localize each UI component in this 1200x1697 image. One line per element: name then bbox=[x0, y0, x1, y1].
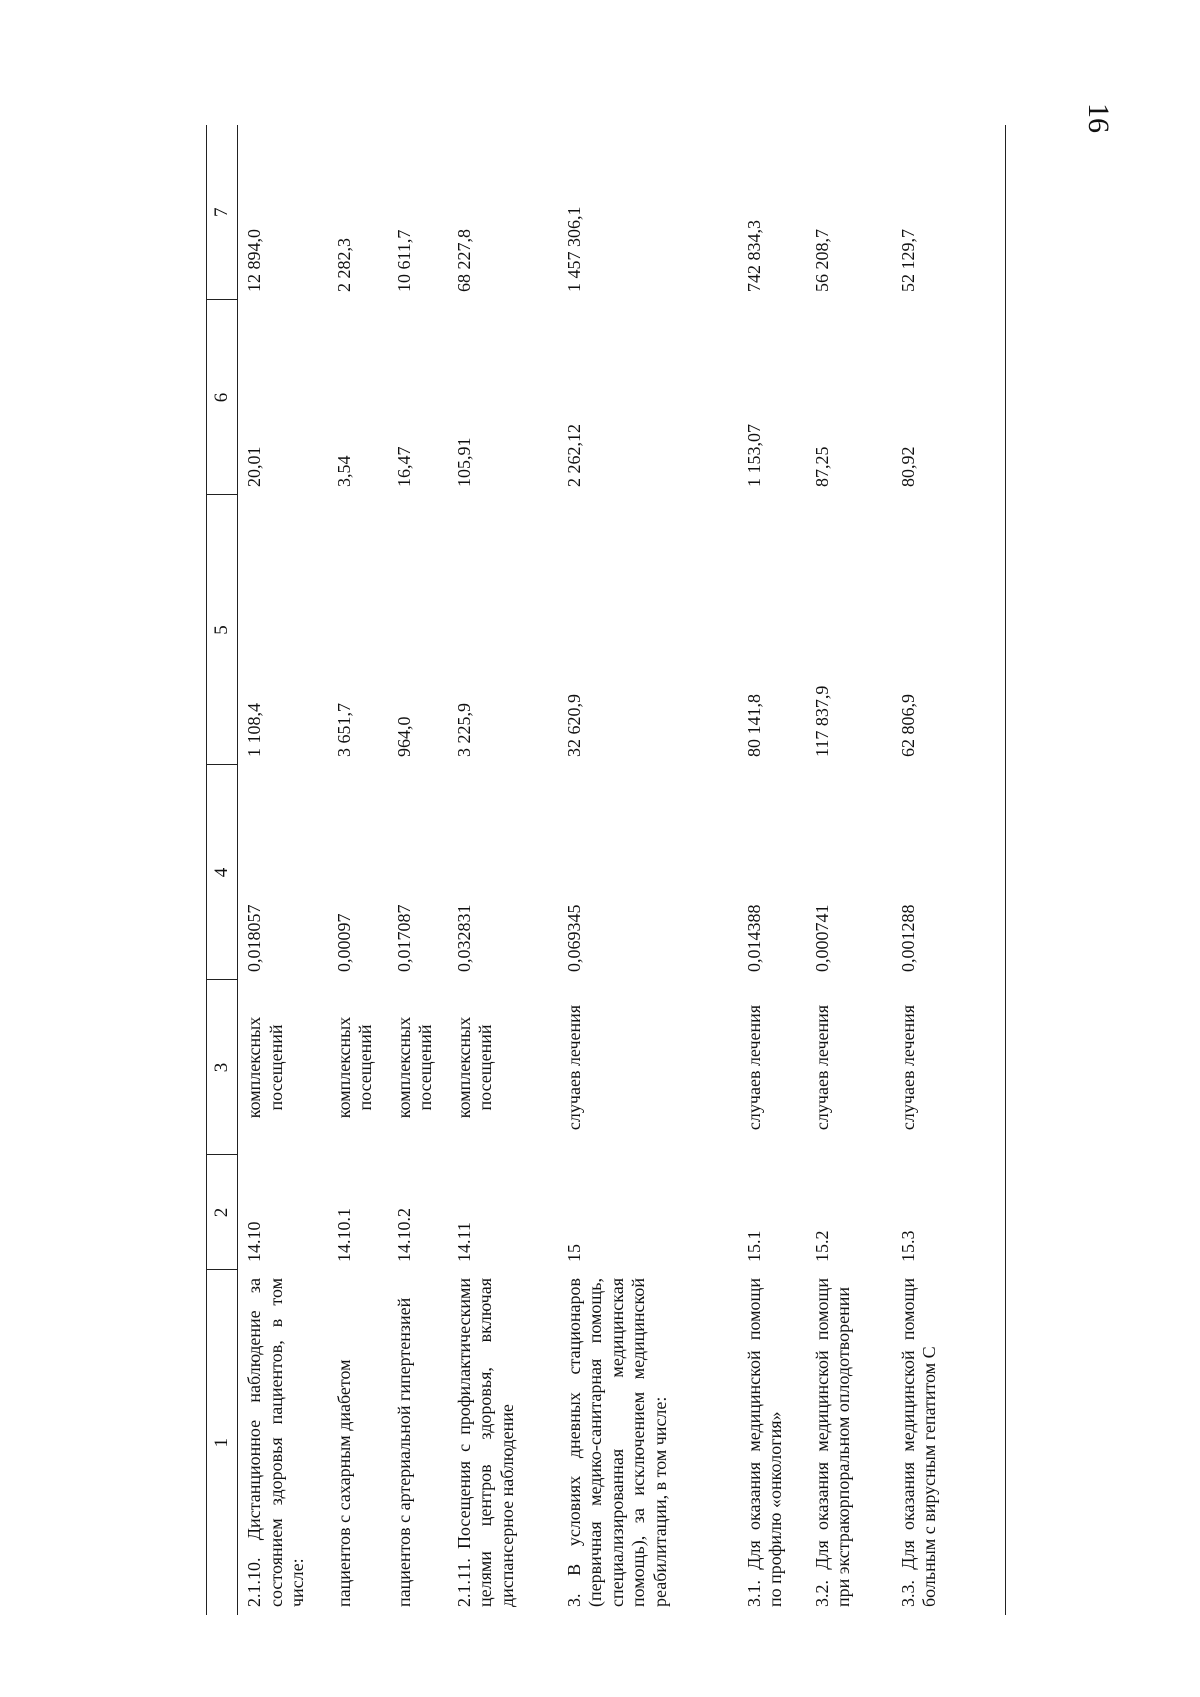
value-cell: 0,014388 bbox=[743, 904, 764, 972]
value-cell: 68 227,8 bbox=[453, 229, 474, 292]
column-header: 7 bbox=[207, 125, 238, 300]
table-header-row bbox=[207, 125, 238, 1615]
column-header: 6 bbox=[207, 300, 238, 495]
value-cell: 12 894,0 bbox=[244, 229, 264, 292]
value-cell: 80,92 bbox=[897, 446, 918, 487]
value-cell: 0,032831 bbox=[453, 904, 474, 972]
value-cell: 0,017087 bbox=[393, 904, 414, 972]
row-code-cell: 15.3 bbox=[897, 1230, 918, 1262]
page-number: 16 bbox=[1082, 103, 1115, 133]
value-cell: 964,0 bbox=[393, 716, 414, 757]
table-row bbox=[328, 125, 388, 1615]
table-row bbox=[806, 125, 892, 1615]
value-cell: 56 208,7 bbox=[811, 229, 832, 292]
table-area bbox=[206, 125, 1200, 1607]
unit-cell bbox=[328, 980, 388, 1155]
value-cell: 742 834,3 bbox=[743, 220, 764, 292]
unit-cell bbox=[448, 980, 558, 1155]
value-cell: 2 262,12 bbox=[563, 424, 584, 487]
unit-cell bbox=[806, 980, 892, 1155]
table-row bbox=[238, 125, 328, 1615]
table-row bbox=[558, 125, 738, 1615]
row-name-cell: пациентов с артериальной гипертензией bbox=[393, 1297, 414, 1607]
value-cell: 16,47 bbox=[393, 446, 414, 487]
row-name-cell: 3.1. Для оказания медицинской помощи по профилю «онкология» bbox=[743, 1278, 786, 1607]
unit-cell bbox=[238, 980, 328, 1155]
unit-text: комплексных посещений bbox=[244, 1016, 286, 1119]
row-code-cell: 14.10.1 bbox=[333, 1208, 354, 1262]
value-cell: 1 108,4 bbox=[244, 703, 264, 757]
value-cell: 0,069345 bbox=[563, 904, 584, 972]
value-cell: 0,000741 bbox=[811, 904, 832, 972]
value-cell: 117 837,9 bbox=[811, 685, 832, 757]
row-code-cell: 15.2 bbox=[811, 1230, 832, 1262]
row-code-cell: 15.1 bbox=[743, 1230, 764, 1262]
value-cell: 62 806,9 bbox=[897, 694, 918, 757]
row-name-cell: 3. В условиях дневных стационаров (первичная медико-санитарная помощь, специализированная медицинская помощь), за исключением медицинской реабилитации, в том числе: bbox=[563, 1278, 670, 1607]
value-cell: 3 225,9 bbox=[453, 703, 474, 757]
value-cell: 0,001288 bbox=[897, 904, 918, 972]
row-name-cell: 3.3. Для оказания медицинской помощи больным с вирусным гепатитом С bbox=[897, 1278, 940, 1607]
unit-text: случаев лечения bbox=[563, 1004, 584, 1131]
unit-cell bbox=[892, 980, 1006, 1155]
value-cell: 1 153,07 bbox=[743, 424, 764, 487]
value-cell: 3,54 bbox=[333, 455, 354, 487]
column-header: 1 bbox=[207, 1270, 238, 1615]
value-cell: 10 611,7 bbox=[393, 229, 414, 292]
column-header: 3 bbox=[207, 980, 238, 1155]
row-code-cell: 15 bbox=[563, 1244, 584, 1262]
unit-cell bbox=[388, 980, 448, 1155]
row-code-cell: 14.11 bbox=[453, 1222, 474, 1262]
unit-text: случаев лечения bbox=[897, 1004, 918, 1131]
value-cell: 105,91 bbox=[453, 437, 474, 487]
value-cell: 80 141,8 bbox=[743, 694, 764, 757]
row-name-cell: пациентов с сахарным диабетом bbox=[333, 1359, 354, 1607]
column-header: 2 bbox=[207, 1155, 238, 1270]
table-row bbox=[388, 125, 448, 1615]
unit-cell bbox=[558, 980, 738, 1155]
column-header: 4 bbox=[207, 765, 238, 980]
rotated-table-wrapper bbox=[206, 125, 1006, 1615]
row-code-cell: 14.10 bbox=[244, 1221, 264, 1262]
value-cell: 32 620,9 bbox=[563, 694, 584, 757]
unit-text: случаев лечения bbox=[811, 1004, 832, 1131]
unit-cell bbox=[738, 980, 806, 1155]
unit-text: комплексных посещений bbox=[453, 1016, 496, 1119]
tariff-table bbox=[206, 125, 1006, 1615]
value-cell: 20,01 bbox=[244, 446, 264, 487]
value-cell: 2 282,3 bbox=[333, 238, 354, 292]
row-name-cell: 2.1.11. Посещения с профилактическими целями центров здоровья, включая диспансерное наблюдение bbox=[453, 1278, 517, 1607]
row-name-cell: 3.2. Для оказания медицинской помощи при экстракорпоральном оплодотворении bbox=[811, 1278, 854, 1607]
value-cell: 0,018057 bbox=[244, 904, 264, 972]
value-cell: 1 457 306,1 bbox=[563, 206, 584, 292]
row-code-cell: 14.10.2 bbox=[393, 1208, 414, 1262]
row-name-cell: 2.1.10. Дистанционное наблюдение за состоянием здоровья пациентов, в том числе: bbox=[244, 1278, 308, 1607]
table-row bbox=[738, 125, 806, 1615]
unit-text: комплексных посещений bbox=[393, 1016, 436, 1119]
unit-text: случаев лечения bbox=[743, 1004, 764, 1131]
table-row bbox=[892, 125, 1006, 1615]
value-cell: 52 129,7 bbox=[897, 229, 918, 292]
value-cell: 3 651,7 bbox=[333, 703, 354, 757]
unit-text: комплексных посещений bbox=[333, 1016, 376, 1119]
table-row bbox=[448, 125, 558, 1615]
value-cell: 87,25 bbox=[811, 446, 832, 487]
value-cell: 0,00097 bbox=[333, 913, 354, 972]
column-header: 5 bbox=[207, 495, 238, 765]
